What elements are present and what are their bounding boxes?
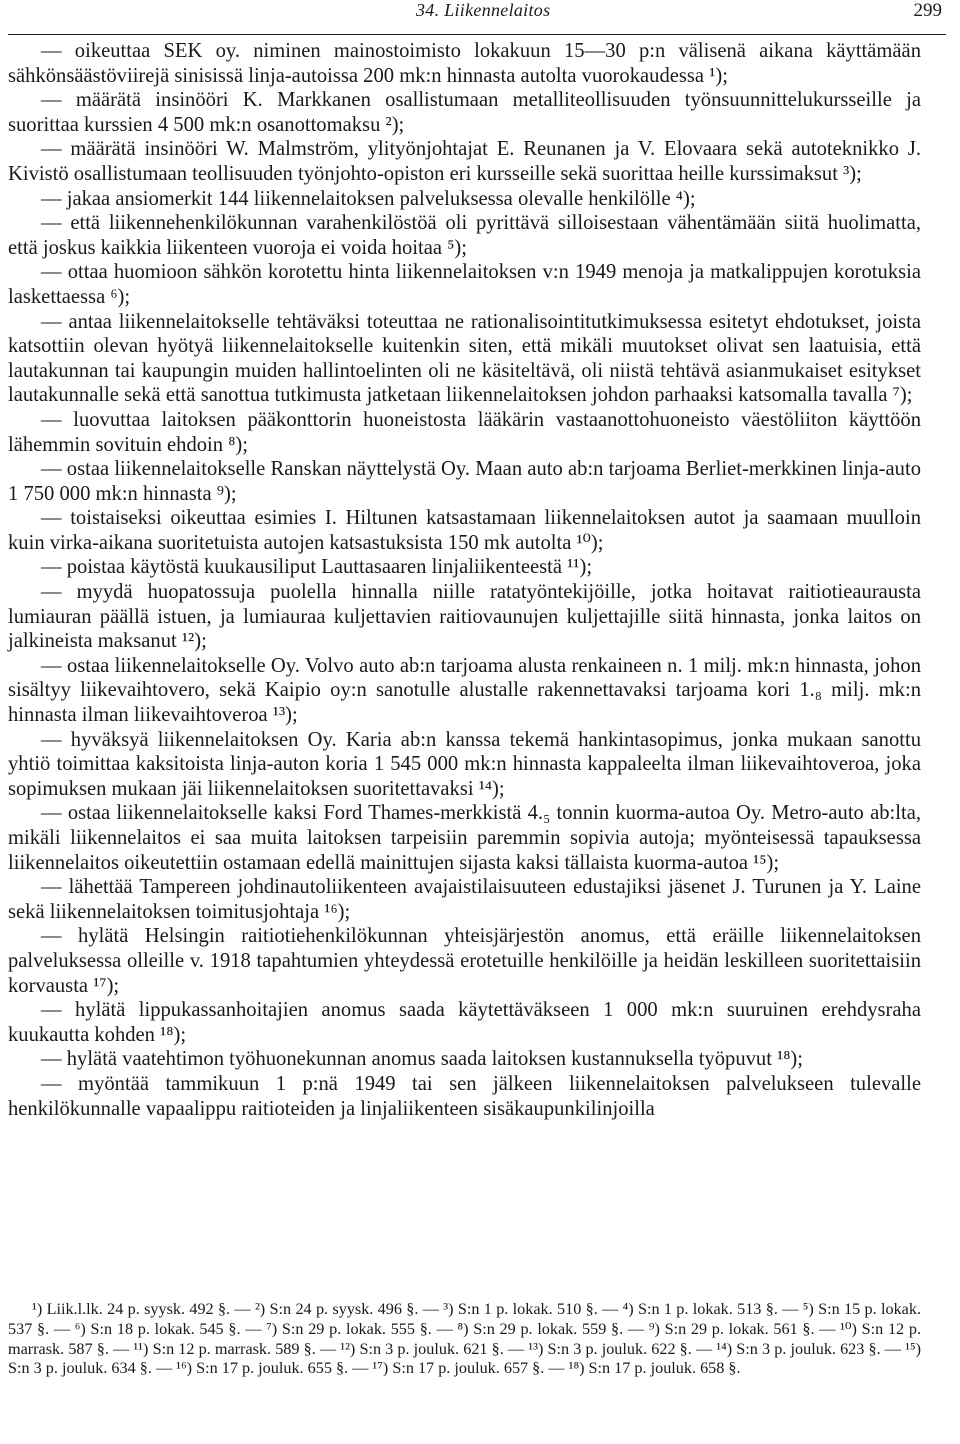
footnote-text: ¹) Liik.l.lk. 24 p. syysk. 492 §. — ²) S:n 24 p. syysk. 496 §. — ³) S:n 1 p. lokak. 510 §. — ⁴) S:n 1 p. lokak. 513 §. — ⁵) S:n 15 p. lokak. 537 §. — ⁶) S:n 18 p. lokak. 545 §. — ⁷) S:n 29 p. lokak. 555 §. — ⁸) S:n 29 p. lokak. 559 §. — ⁹) S:n 29 p. lokak. 561 §. — ¹⁰) S:n 12 p. marrask. 587 §. — ¹¹) S:n 12 p. marrask. 589 §. — ¹²) S:n 3 p. jouluk. 621 §. — ¹³) S:n 3 p. jouluk. 622 §. — ¹⁴) S:n 3 p. jouluk. 623 §. — ¹⁵) S:n 3 p. jouluk. 634 §. — ¹⁶) S:n 17 p. jouluk. 655 §. — ¹⁷) S:n 17 p. jouluk. 657 §. — ¹⁸) S:n 17 p. jouluk. 658 §. bbox=[8, 1300, 921, 1378]
page-body bbox=[8, 39, 921, 1121]
paragraph: — lähettää Tampereen johdinautoliikenteen avajaistilaisuuteen edustajiksi jäsenet J. Turunen ja Y. Laine sekä liikennelaitoksen toimitusjohtaja ¹⁶); bbox=[8, 876, 921, 923]
paragraph: — määrätä insinööri W. Malmström, ylityönjohtajat E. Reunanen ja V. Elovaara sekä autoteknikko J. Kivistö osallistumaan teollisuuden työnjohto-opiston eri kursseille sekä suorittaa heille kurssimaksut ³); bbox=[8, 138, 921, 185]
paragraph: — hylätä lippukassanhoitajien anomus saada käytettäväkseen 1 000 mk:n suuruinen erehdysraha kuukautta kohden ¹⁸); bbox=[8, 999, 921, 1046]
paragraph: — hylätä vaatehtimon työhuonekunnan anomus saada laitoksen kustannuksella työpuvut ¹⁸); bbox=[41, 1048, 804, 1071]
paragraph: — määrätä insinööri K. Markkanen osallistumaan metalliteollisuuden työnsuunnittelukursseille ja suorittaa kurssien 4 500 mk:n osanottomaksu ²); bbox=[8, 89, 921, 136]
paragraph: — ostaa liikennelaitokselle Oy. Volvo auto ab:n tarjoama alusta renkaineen n. 1 milj. mk:n hinnasta, johon sisältyy liikevaihtovero, sekä Kaipio oy:n sanotulle alustalle rakennettavaksi tarjoama kori 1.₈ milj. mk:n hinnasta ilman liikevaihtoveroa ¹³); bbox=[8, 654, 921, 727]
paragraph: — ostaa liikennelaitokselle Ranskan näyttelystä Oy. Maan auto ab:n tarjoama Berliet-merkkinen linja-auto 1 750 000 mk:n hinnasta ⁹); bbox=[8, 458, 921, 505]
page-number: 299 bbox=[913, 0, 942, 21]
running-header bbox=[8, 0, 946, 35]
paragraph: — ottaa huomioon sähkön korotettu hinta liikennelaitoksen v:n 1949 menoja ja matkalippujen korotuksia laskettaessa ⁶); bbox=[8, 261, 921, 308]
paragraph: — toistaiseksi oikeuttaa esimies I. Hiltunen katsastamaan liikennelaitoksen autot ja saamaan muulloin kuin virka-aikana suoritetuista autojen katsastuksista 150 mk autolta ¹⁰); bbox=[8, 507, 921, 554]
paragraph: — myöntää tammikuun 1 p:nä 1949 tai sen jälkeen liikennelaitoksen palvelukseen tulevalle henkilökunnalle vapaalippu raitioteiden ja linjaliikenteen sisäkaupunkilinjoilla bbox=[8, 1072, 921, 1120]
paragraph: — poistaa käytöstä kuukausiliput Lauttasaaren linjaliikenteestä ¹¹); bbox=[41, 556, 593, 579]
footnotes bbox=[8, 1300, 921, 1379]
chapter-title: 34. Liikennelaitos bbox=[416, 0, 551, 20]
paragraph: — oikeuttaa SEK oy. niminen mainostoimisto lokakuun 15—30 p:n välisenä aikana käyttämään sähkönsäästöviirejä sinisissä linja-autoissa 200 mk:n hinnasta autolta vuorokaudessa ¹); bbox=[8, 40, 921, 87]
paragraph: — että liikennehenkilökunnan varahenkilöstöä oli pyrittävä silloisestaan vähentämään siitä huolimatta, että joskus kaikkia liikenteen vuoroja ei voida hoitaa ⁵); bbox=[8, 212, 921, 259]
paragraph: — myydä huopatossuja puolella hinnalla niille ratatyöntekijöille, jotka hoitavat raitiotieaurausta lumiauran päällä istuen, ja lumiauraa kuljettavien raitiovaunujen kuljettajille siitä hinnasta, jonka laitos on jalkineista maksanut ¹²); bbox=[8, 581, 921, 653]
paragraph: — hyväksyä liikennelaitoksen Oy. Karia ab:n kanssa tekemä hankintasopimus, jonka mukaan sanottu yhtiö toimittaa kaksitoista linja-auton koria 1 545 000 mk:n hinnasta kappaleelta ilman liikevaihtoveroa, joka sopimuksen mukaan jäi liikennelaitoksen suoritettavaksi ¹⁴); bbox=[8, 728, 921, 800]
paragraph: — hylätä Helsingin raitiotiehenkilökunnan yhteisjärjestön anomus, että eräille liikennelaitoksen palveluksessa olleille v. 1918 tapahtumien yhteydessä erotetuille henkilöille ja heidän leskilleen suoritettaisiin korvausta ¹⁷); bbox=[8, 925, 921, 997]
paragraph: — jakaa ansiomerkit 144 liikennelaitoksen palveluksessa olevalle henkilölle ⁴); bbox=[41, 187, 696, 210]
paragraph: — ostaa liikennelaitokselle kaksi Ford Thames-merkkistä 4.₅ tonnin kuorma-autoa Oy. Metro-auto ab:lta, mikäli liikennelaitos ei saa muita laitoksen tarpeisiin paremmin sopivia autoja; myönteisessä tapauksessa liikennelaitos oikeutettiin ostamaan edellä mainittujen sijasta kaksi tällaista kuorma-autoa ¹⁵); bbox=[8, 802, 921, 874]
paragraph: — antaa liikennelaitokselle tehtäväksi toteuttaa ne rationalisointitutkimuksessa esitetyt ehdotukset, joista katsottiin olevan hyötyä liikennelaitokselle kuitenkin siten, että mikäli muutokset olivat sen laatuisia, että lautakunnan tai kaupungin muiden hallintoelinten oli ne käsiteltävä, oli niistä tehtävä asianmukaiset esitykset lautakunnalle sekä että sanottua tutkimusta jatketaan liikennelaitoksen johdon parhaaksi katsomalla tavalla ⁷); bbox=[8, 310, 921, 407]
paragraph: — luovuttaa laitoksen pääkonttorin huoneistosta lääkärin vastaanottohuoneisto väestöliiton käyttöön lähemmin sovituin ehdoin ⁸); bbox=[8, 408, 921, 456]
